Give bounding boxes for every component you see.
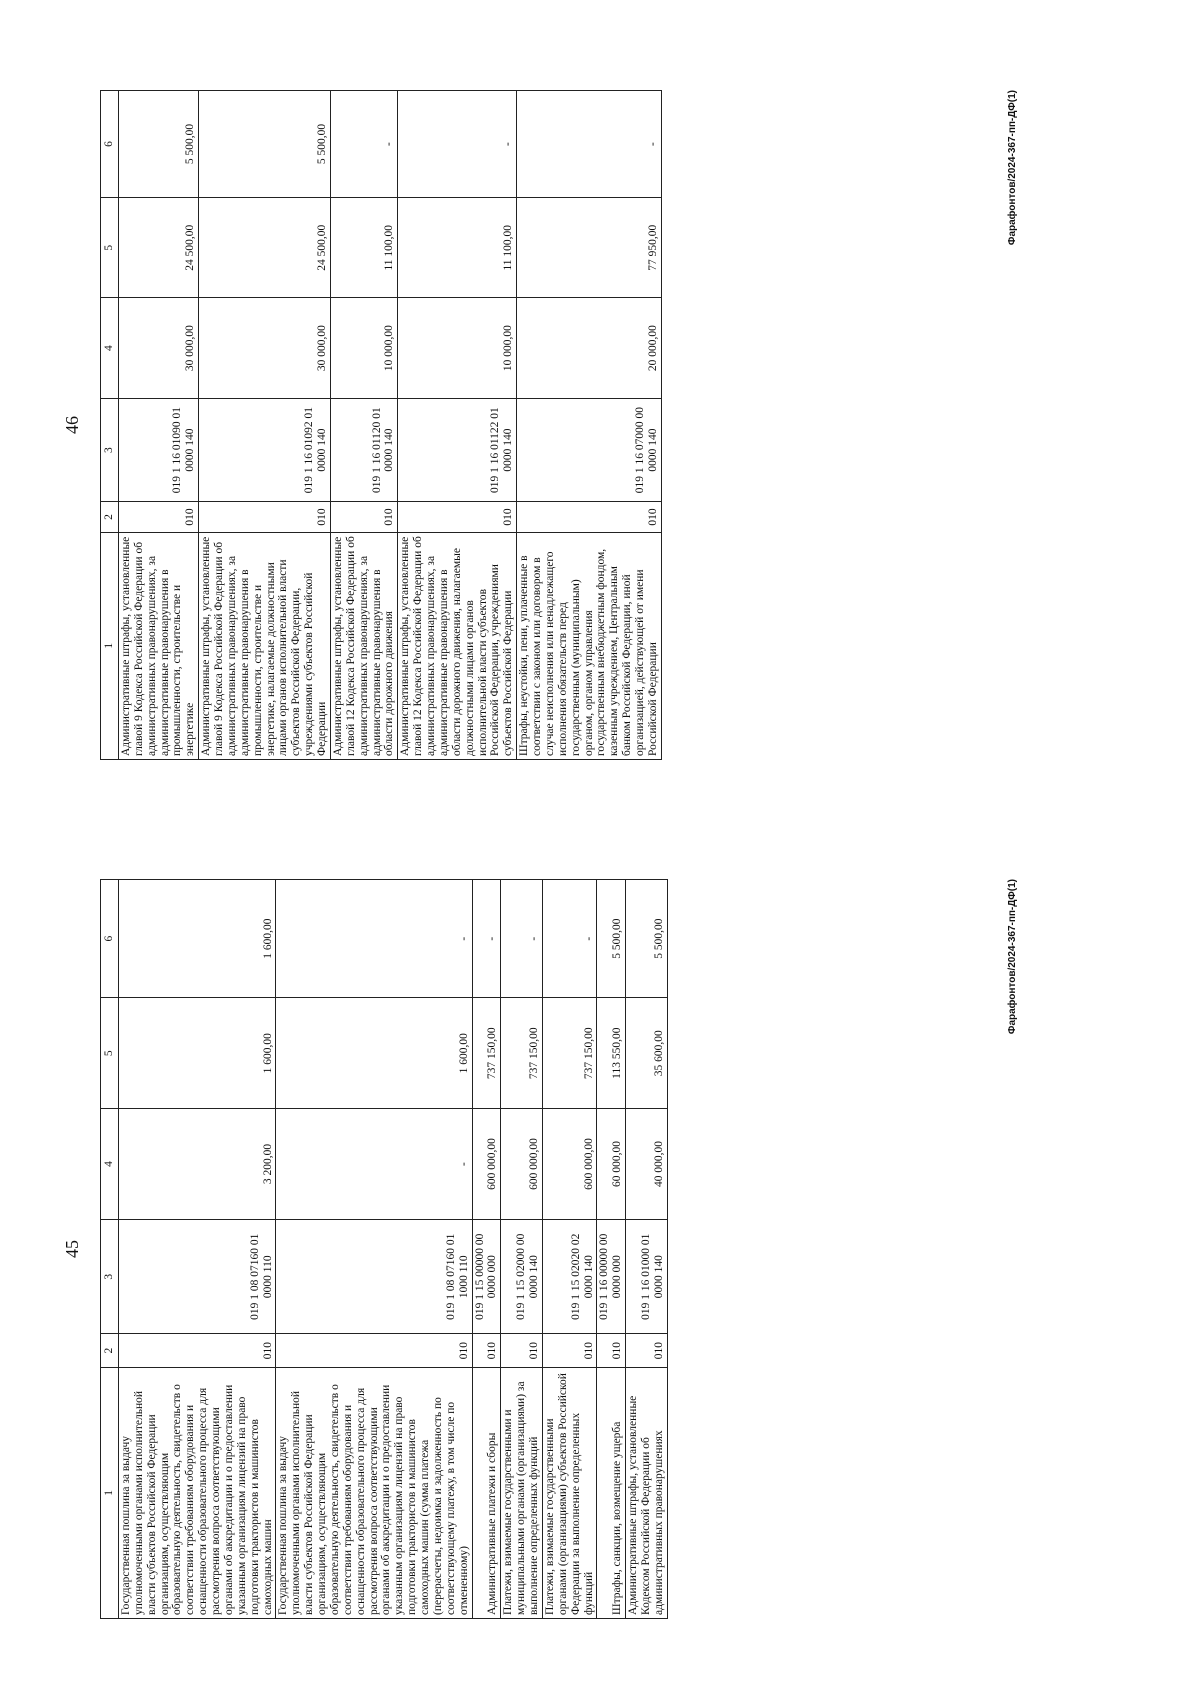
column-header: 2 bbox=[101, 502, 119, 532]
row-code: 010 bbox=[330, 502, 397, 532]
row-value-col5: 24 500,00 bbox=[118, 198, 198, 298]
row-name: Административные платежи и сборы bbox=[472, 1367, 501, 1618]
row-kbk: 019 1 15 02000 00 0000 140 bbox=[501, 1219, 543, 1334]
row-value-col5: 77 950,00 bbox=[517, 198, 662, 298]
row-name: Административные штрафы, установленные главой 9 Кодекса Российской Федерации об административных правонарушениях, за административные правонарушения в промышленности, строительстве и энергетике, налагаемые должностными лицами органов исполнительной власти субъектов Российской Федерации, учреждениями субъектов Российской Федерации bbox=[199, 532, 331, 759]
row-value-col4: 60 000,00 bbox=[597, 1109, 626, 1220]
row-value-col6: 5 500,00 bbox=[626, 880, 668, 998]
row-value-col4: 600 000,00 bbox=[542, 1109, 597, 1220]
row-value-col6: 5 500,00 bbox=[597, 880, 626, 998]
table-row bbox=[542, 880, 597, 1619]
row-value-col4: 600 000,00 bbox=[501, 1109, 543, 1220]
page-45 bbox=[62, 879, 1018, 1619]
row-kbk: 019 1 16 01120 01 0000 140 bbox=[330, 398, 397, 502]
table-header-row bbox=[101, 91, 119, 760]
row-name: Государственная пошлина за выдачу уполномоченными органами исполнительной власти субъектов Российской Федерации организациям, осуществляющим образовательную деятельность, свидетельств о соответствии требованиям оборудования и оснащенности образовательного процесса для рассмотрения вопроса соответствующими органами об аккредитации и о предоставлении указанным организациям лицензий на право подготовки трактористов и машинистов самоходных машин bbox=[118, 1367, 276, 1618]
table-row bbox=[276, 880, 472, 1619]
row-kbk: 019 1 16 01000 01 0000 140 bbox=[626, 1219, 668, 1334]
row-value-col5: 1 600,00 bbox=[276, 998, 472, 1109]
page-46 bbox=[62, 90, 1018, 760]
column-header: 3 bbox=[101, 398, 119, 502]
row-code: 010 bbox=[472, 1334, 501, 1367]
row-value-col5: 737 150,00 bbox=[542, 998, 597, 1109]
table-row bbox=[118, 880, 276, 1619]
column-header: 5 bbox=[101, 198, 119, 298]
row-value-col5: 11 100,00 bbox=[398, 198, 517, 298]
revenue-table bbox=[100, 879, 668, 1619]
table-row bbox=[199, 91, 331, 760]
row-code: 010 bbox=[118, 502, 198, 532]
row-kbk: 019 1 16 01122 01 0000 140 bbox=[398, 398, 517, 502]
row-value-col5: 737 150,00 bbox=[501, 998, 543, 1109]
row-value-col4: 600 000,00 bbox=[472, 1109, 501, 1220]
row-value-col4: 30 000,00 bbox=[199, 298, 331, 398]
row-value-col4: 30 000,00 bbox=[118, 298, 198, 398]
revenue-table bbox=[100, 90, 662, 760]
table-row bbox=[118, 91, 198, 760]
row-name: Административные штрафы, установленные главой 12 Кодекса Российской Федерации об административных правонарушениях, за административные правонарушения в области дорожного движения, налагаемые должностными лицами органов исполнительной власти субъектов Российской Федерации, учреждениями субъектов Российской Федерации bbox=[398, 532, 517, 759]
table-row bbox=[501, 880, 543, 1619]
row-kbk: 019 1 15 00000 00 0000 000 bbox=[472, 1219, 501, 1334]
table-row bbox=[472, 880, 501, 1619]
table-header-row bbox=[101, 880, 119, 1619]
column-header: 3 bbox=[101, 1219, 119, 1334]
row-value-col4: 10 000,00 bbox=[398, 298, 517, 398]
row-code: 010 bbox=[199, 502, 331, 532]
row-value-col4: - bbox=[276, 1109, 472, 1220]
footer-doc-id: Фарафонтов/2024-367-пп-ДФ(1) bbox=[1007, 879, 1018, 1035]
row-value-col4: 40 000,00 bbox=[626, 1109, 668, 1220]
column-header: 2 bbox=[101, 1334, 119, 1367]
row-value-col5: 737 150,00 bbox=[472, 998, 501, 1109]
row-name: Штрафы, неустойки, пени, уплаченные в соответствии с законом или договором в случае неисполнения или ненадлежащего исполнения обязательств перед государственным (муниципальным) органом, органом управления государственным внебюджетным фондом, казенным учреждением, Центральным банком Российской Федерации, иной организацией, действующей от имени Российской Федерации bbox=[517, 532, 662, 759]
footer-doc-id: Фарафонтов/2024-367-пп-ДФ(1) bbox=[1007, 90, 1018, 246]
column-header: 1 bbox=[101, 532, 119, 759]
row-value-col5: 24 500,00 bbox=[199, 198, 331, 298]
row-kbk: 019 1 16 01090 01 0000 140 bbox=[118, 398, 198, 502]
table-row bbox=[398, 91, 517, 760]
row-kbk: 019 1 15 02020 02 0000 140 bbox=[542, 1219, 597, 1334]
row-kbk: 019 1 08 07160 01 1000 110 bbox=[276, 1219, 472, 1334]
row-value-col5: 35 600,00 bbox=[626, 998, 668, 1109]
page-number: 45 bbox=[62, 1240, 82, 1258]
row-value-col4: 10 000,00 bbox=[330, 298, 397, 398]
row-code: 010 bbox=[597, 1334, 626, 1367]
row-kbk: 019 1 16 00000 00 0000 000 bbox=[597, 1219, 626, 1334]
row-value-col6: - bbox=[542, 880, 597, 998]
row-value-col6: - bbox=[276, 880, 472, 998]
row-kbk: 019 1 16 01092 01 0000 140 bbox=[199, 398, 331, 502]
table-row bbox=[517, 91, 662, 760]
row-code: 010 bbox=[626, 1334, 668, 1367]
row-name: Административные штрафы, установленные главой 9 Кодекса Российской Федерации об административных правонарушениях, за административные правонарушения в промышленности, строительстве и энергетике bbox=[118, 532, 198, 759]
row-value-col6: 5 500,00 bbox=[118, 91, 198, 198]
table-row bbox=[597, 880, 626, 1619]
row-value-col6: - bbox=[398, 91, 517, 198]
column-header: 6 bbox=[101, 91, 119, 198]
column-header: 1 bbox=[101, 1367, 119, 1618]
row-name: Государственная пошлина за выдачу уполномоченными органами исполнительной власти субъектов Российской Федерации организациям, осуществляющим образовательную деятельность, свидетельств о соответствии требованиям оборудования и оснащенности образовательного процесса для рассмотрения вопроса соответствующими органами об аккредитации и о предоставлении указанным организациям лицензий на право подготовки трактористов и машинистов самоходных машин (сумма платежа (перерасчеты, недоимка и задолженность по соответствующему платежу, в том числе по отмененному) bbox=[276, 1367, 472, 1618]
table-row bbox=[330, 91, 397, 760]
row-kbk: 019 1 16 07000 00 0000 140 bbox=[517, 398, 662, 502]
row-value-col6: - bbox=[517, 91, 662, 198]
column-header: 4 bbox=[101, 298, 119, 398]
row-value-col6: - bbox=[330, 91, 397, 198]
row-code: 010 bbox=[542, 1334, 597, 1367]
row-code: 010 bbox=[517, 502, 662, 532]
row-kbk: 019 1 08 07160 01 0000 110 bbox=[118, 1219, 276, 1334]
row-value-col4: 20 000,00 bbox=[517, 298, 662, 398]
row-value-col5: 113 550,00 bbox=[597, 998, 626, 1109]
column-header: 4 bbox=[101, 1109, 119, 1220]
row-name: Штрафы, санкции, возмещение ущерба bbox=[597, 1367, 626, 1618]
row-code: 010 bbox=[118, 1334, 276, 1367]
row-value-col6: 5 500,00 bbox=[199, 91, 331, 198]
page-number: 46 bbox=[62, 416, 82, 434]
row-value-col5: 11 100,00 bbox=[330, 198, 397, 298]
row-name: Платежи, взимаемые государственными органами (организациями) субъектов Российской Федерации за выполнение определенных функций bbox=[542, 1367, 597, 1618]
row-value-col4: 3 200,00 bbox=[118, 1109, 276, 1220]
row-name: Административные штрафы, установленные главой 12 Кодекса Российской Федерации об административных правонарушениях, за административные правонарушения в области дорожного движения bbox=[330, 532, 397, 759]
row-name: Платежи, взимаемые государственными и муниципальными органами (организациями) за выполнение определенных функций bbox=[501, 1367, 543, 1618]
column-header: 6 bbox=[101, 880, 119, 998]
row-code: 010 bbox=[276, 1334, 472, 1367]
row-value-col6: - bbox=[501, 880, 543, 998]
row-value-col5: 1 600,00 bbox=[118, 998, 276, 1109]
table-row bbox=[626, 880, 668, 1619]
row-code: 010 bbox=[501, 1334, 543, 1367]
row-code: 010 bbox=[398, 502, 517, 532]
column-header: 5 bbox=[101, 998, 119, 1109]
row-value-col6: - bbox=[472, 880, 501, 998]
row-name: Административные штрафы, установленные Кодексом Российской Федерации об административных правонарушениях bbox=[626, 1367, 668, 1618]
row-value-col6: 1 600,00 bbox=[118, 880, 276, 998]
